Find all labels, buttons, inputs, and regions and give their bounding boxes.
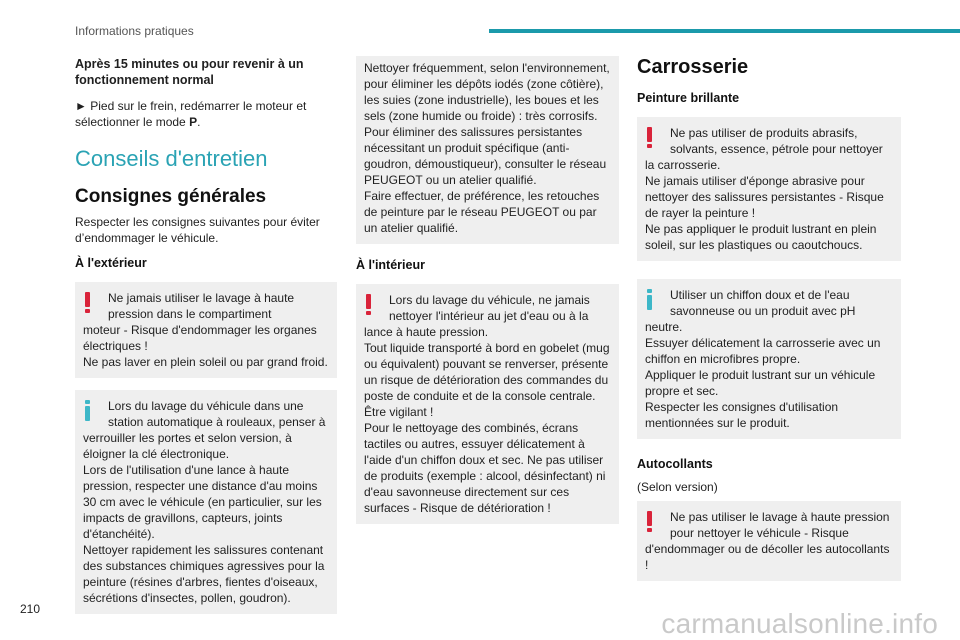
column-left (75, 56, 337, 626)
note-body: d'endommager ou de décoller les autocollants ! (645, 542, 890, 572)
column-right (637, 56, 901, 593)
header-accent-bar (489, 29, 960, 33)
body-heading: Carrosserie (637, 56, 749, 78)
note-body: la carrosserie. Ne jamais utiliser d'éponge abrasive pour nettoyer des salissures persistantes - Risque de rayer la peinture ! Ne pas appliquer le produit lustrant en plein soleil, sur les plastiques ou caoutchoucs. (645, 158, 884, 252)
note-body: lance à haute pression. Tout liquide transporté à bord en gobelet (mug ou équivalent) pouvant se renverser, présente un risque de détérioration des commandes du poste de conduite et de la console centrale. Être vigilant ! Pour le nettoyage des combinés, écrans tactiles ou autres, essuyer délicatement à l'aide d'un chiffon doux et sec. Ne pas utiliser de produits (exemple : alcool, désinfectant) ni d'eau savonneuse directement sur ces surfaces - Risque de détérioration ! (364, 325, 610, 515)
note-first-lines: Lors du lavage du véhicule dans une station automatique à rouleaux, penser à (108, 399, 326, 429)
section-title: Conseils d'entretien (75, 146, 268, 171)
intro-step (75, 98, 337, 130)
note-first-lines: Utiliser un chiffon doux et de l'eau savonneuse ou un produit avec pH (670, 288, 856, 318)
warning-icon (366, 294, 372, 314)
warning-note-stickers (637, 501, 901, 581)
intro-step-text: Pied sur le frein, redémarrer le moteur et sélectionner le mode (75, 99, 307, 129)
info-note-continued (356, 56, 619, 244)
page-number: 210 (20, 602, 41, 616)
mode-p: P (189, 115, 198, 129)
info-icon (647, 289, 653, 311)
warning-icon (85, 292, 91, 312)
warning-icon (647, 511, 653, 531)
warning-note-exterior (75, 282, 337, 378)
exterior-heading: À l'extérieur (75, 256, 147, 270)
note-body: moteur - Risque d'endommager les organes électriques ! Ne pas laver en plein soleil ou par grand froid. (83, 323, 328, 369)
interior-heading: À l'intérieur (356, 258, 425, 272)
general-heading: Consignes générales (75, 186, 267, 207)
paint-heading: Peinture brillante (637, 91, 740, 105)
stickers-heading: Autocollants (637, 457, 713, 471)
warning-note-paint (637, 117, 901, 261)
info-note-paint (637, 279, 901, 439)
note-body: verrouiller les portes et selon version, à éloigner la clé électronique. Lors de l'utilisation d'une lance à haute pression, respecter une distance d'au moins 30 cm avec le véhicule (en particulier, sur les impacts de gravillons, capteurs, joints d'étanchéité). Nettoyer rapidement les salissures contenant des substances chimiques agressives pour la peinture (résines d'arbres, fientes d'oiseaux, sécrétions d'insectes, pollen, goudron). (83, 431, 325, 605)
continued-text: Nettoyer fréquemment, selon l'environnement, pour éliminer les dépôts iodés (zone côtière), les suies (zone industrielle), les boues et les sels (zone humide ou froide) : très corrosifs. Pour éliminer des salissures persistantes nécessitant un produit spécifique (anti-goudron, démoustiqueur), consulter le réseau PEUGEOT ou un atelier qualifié. Faire effectuer, de préférence, les retouches de peinture par le réseau PEUGEOT ou par un atelier qualifié. (364, 61, 610, 235)
intro-step-end: . (197, 115, 201, 129)
general-text: Respecter les consignes suivantes pour éviter d’endommager le véhicule. (75, 215, 320, 245)
running-header: Informations pratiques (75, 24, 194, 38)
intro-heading: Après 15 minutes ou pour revenir à un fonctionnement normal (75, 57, 304, 87)
stickers-note: (Selon version) (637, 480, 718, 494)
note-first-lines: Ne jamais utiliser le lavage à haute pression dans le compartiment (108, 291, 295, 321)
note-body: neutre. Essuyer délicatement la carrosserie avec un chiffon en microfibres propre. Appliquer le produit lustrant sur un véhicule propre et sec. Respecter les consignes d'utilisation mentionnées sur le produit. (645, 320, 881, 430)
note-first-lines: Lors du lavage du véhicule, ne jamais nettoyer l'intérieur au jet d'eau ou à la (389, 293, 590, 323)
note-first-lines: Ne pas utiliser le lavage à haute pression pour nettoyer le véhicule - Risque (670, 510, 890, 540)
arrow-icon: ► (75, 99, 87, 113)
warning-note-interior (356, 284, 619, 524)
column-middle (356, 56, 619, 536)
warning-icon (647, 127, 653, 147)
info-icon (85, 400, 91, 422)
info-note-exterior (75, 390, 337, 614)
watermark: carmanualsonline.info (661, 608, 938, 639)
note-first-lines: Ne pas utiliser de produits abrasifs, solvants, essence, pétrole pour nettoyer (670, 126, 883, 156)
